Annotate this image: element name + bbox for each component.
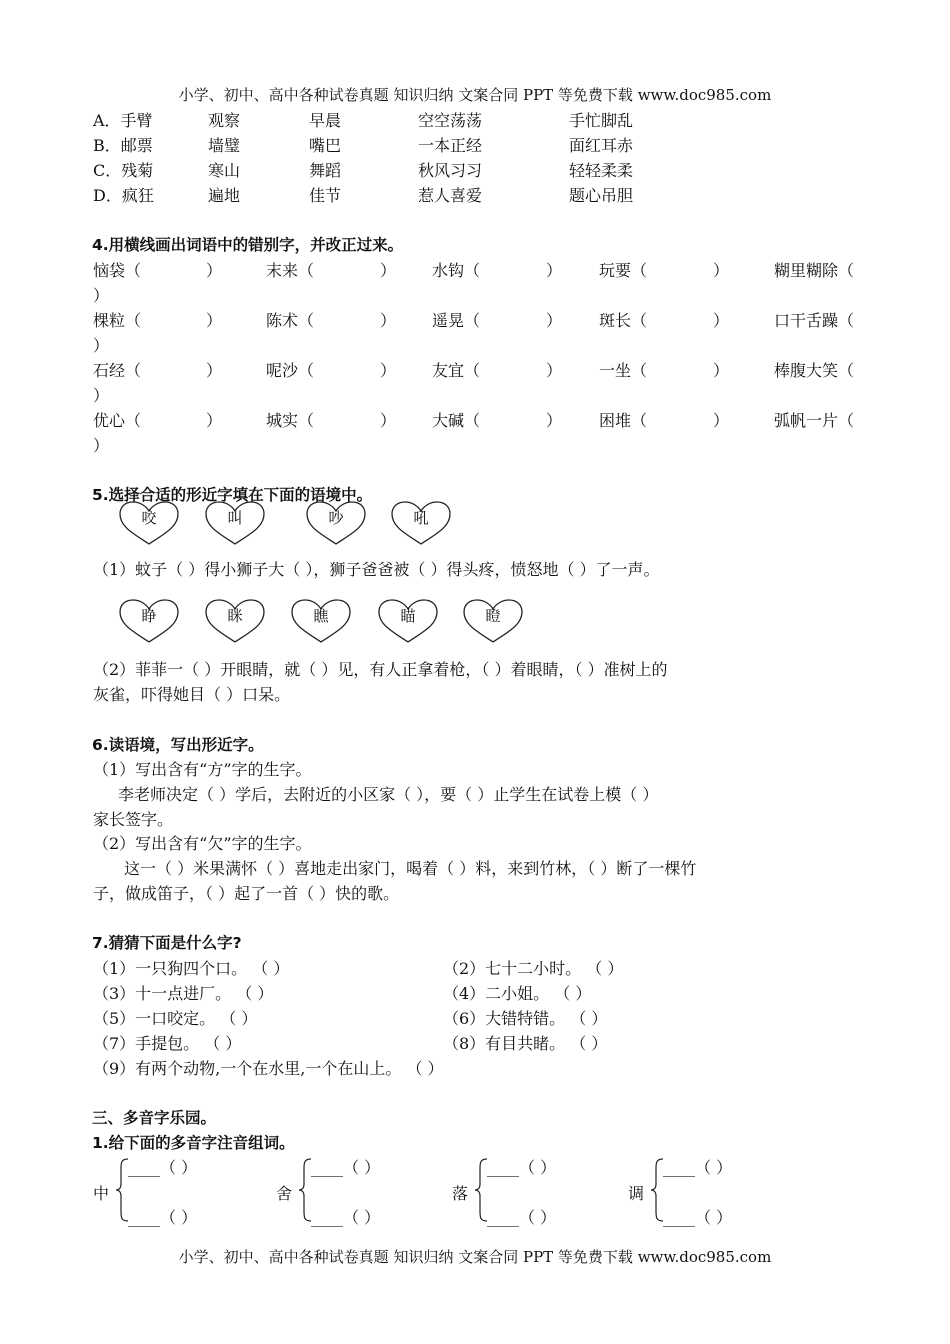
q4-word: 恼袋（	[93, 261, 142, 280]
heart-option	[118, 500, 180, 546]
q4-close: ）	[546, 411, 563, 430]
q6-text-2a: 这一（ ）米果满怀（ ）喜地走出家门，喝着（ ）料，来到竹林，（ ）断了一棵竹	[124, 859, 697, 878]
q4-close: ）	[713, 311, 730, 330]
q4-word: 末来（	[266, 261, 315, 280]
q4-word: 弧帆一片（	[774, 411, 855, 430]
option-b-5: 面红耳赤	[569, 136, 634, 155]
q5-sentence-1: （1）蚊子（ ）得小狮子大（ ），狮子爸爸被（ ）得头疼，愤怒地（ ）了一声。	[93, 560, 660, 579]
q6-title: 6.读语境，写出形近字。	[92, 736, 264, 754]
option-d-2: 遍地	[208, 186, 241, 205]
polyphone-char: 调	[628, 1184, 645, 1203]
option-b-2: 墙璧	[208, 136, 241, 155]
q4-close: ）	[713, 261, 730, 280]
option-b-3: 嘴巴	[309, 136, 342, 155]
heart-option	[290, 598, 352, 644]
q4-word: 困堆（	[599, 411, 648, 430]
riddle-item: （5）一口咬定。 （ ）	[93, 1009, 258, 1028]
q4-word: 棒腹大笑（	[774, 361, 855, 380]
q4-word: 水钩（	[432, 261, 481, 280]
option-d-1: D．疯狂	[93, 186, 154, 205]
q4-word: 斑长（	[599, 311, 648, 330]
option-a-5: 手忙脚乱	[569, 111, 634, 130]
q4-close: ）	[546, 361, 563, 380]
riddle-item: （1）一只狗四个口。 （ ）	[93, 959, 290, 978]
q5-sentence-2b: 灰雀，吓得她目（ ）口呆。	[93, 685, 291, 704]
heart-char: 吵	[328, 509, 344, 527]
q5-title: 5.选择合适的形近字填在下面的语境中。	[92, 486, 373, 504]
q4-close: ）	[206, 411, 223, 430]
heart-char: 睁	[141, 607, 157, 625]
q4-close: ）	[93, 336, 110, 355]
option-a-1: A．手臂	[93, 111, 153, 130]
q4-close: ）	[93, 436, 110, 455]
polyphone-blank: ____（ ）	[487, 1208, 557, 1227]
polyphone-blank: ____（ ）	[663, 1158, 733, 1177]
q4-word: 优心（	[93, 411, 142, 430]
polyphone-blank: ____（ ）	[128, 1158, 198, 1177]
option-a-2: 观察	[208, 111, 241, 130]
heart-option	[204, 598, 266, 644]
q4-close: ）	[380, 261, 397, 280]
q4-close: ）	[93, 286, 110, 305]
q4-word: 大碱（	[432, 411, 481, 430]
option-c-3: 舞蹈	[309, 161, 342, 180]
q4-close: ）	[546, 311, 563, 330]
option-a-3: 早晨	[309, 111, 342, 130]
riddle-item: （2）七十二小时。 （ ）	[443, 959, 624, 978]
q4-close: ）	[93, 386, 110, 405]
option-c-4: 秋风习习	[418, 161, 483, 180]
option-c-1: C．残菊	[93, 161, 154, 180]
option-b-1: B．邮票	[93, 136, 153, 155]
heart-option	[204, 500, 266, 546]
q6-sub-1: （1）写出含有“方”字的生字。	[93, 760, 312, 779]
riddle-item: （4）二小姐。 （ ）	[443, 984, 592, 1003]
q4-word: 玩要（	[599, 261, 648, 280]
option-c-2: 寒山	[208, 161, 241, 180]
q4-word: 呢沙（	[266, 361, 315, 380]
heart-option	[118, 598, 180, 644]
heart-char: 瞧	[313, 607, 329, 625]
riddle-item: （8）有目共睹。 （ ）	[443, 1034, 608, 1053]
q4-close: ）	[380, 311, 397, 330]
heart-char: 瞄	[400, 607, 416, 625]
polyphone-blank: ____（ ）	[311, 1208, 381, 1227]
q4-word: 棵粒（	[93, 311, 142, 330]
q4-word: 一坐（	[599, 361, 648, 380]
option-d-3: 佳节	[309, 186, 342, 205]
polyphone-char: 中	[93, 1184, 110, 1203]
q4-word: 糊里糊除（	[774, 261, 855, 280]
option-a-4: 空空荡荡	[418, 111, 483, 130]
q4-word: 友宜（	[432, 361, 481, 380]
q4-word: 陈术（	[266, 311, 315, 330]
option-d-4: 惹人喜爱	[418, 186, 483, 205]
option-b-4: 一本正经	[418, 136, 483, 155]
heart-char: 眯	[227, 607, 243, 625]
q4-title: 4.用横线画出词语中的错别字，并改正过来。	[92, 236, 404, 254]
page-footer: 小学、初中、高中各种试卷真题 知识归纳 文案合同 PPT 等免费下载 www.doc985.com	[178, 1248, 772, 1266]
q4-word: 石经（	[93, 361, 142, 380]
heart-option	[305, 500, 367, 546]
q4-close: ）	[546, 261, 563, 280]
heart-char: 咬	[141, 509, 157, 527]
section-3-title: 三、多音字乐园。	[92, 1109, 217, 1127]
q4-word: 城实（	[266, 411, 315, 430]
heart-char: 叫	[227, 509, 243, 527]
q4-close: ）	[713, 361, 730, 380]
q6-text-1b: 家长签字。	[93, 810, 174, 829]
q4-close: ）	[206, 261, 223, 280]
heart-option	[390, 500, 452, 546]
polyphone-char: 舍	[276, 1184, 293, 1203]
q4-close: ）	[380, 361, 397, 380]
q4-word: 遥晃（	[432, 311, 481, 330]
q4-close: ）	[206, 361, 223, 380]
polyphone-blank: ____（ ）	[487, 1158, 557, 1177]
q6-sub-2: （2）写出含有“欠”字的生字。	[93, 834, 312, 853]
q6-text-2b: 子，做成笛子，（ ）起了一首（ ）快的歌。	[93, 884, 400, 903]
polyphone-blank: ____（ ）	[128, 1208, 198, 1227]
page-header: 小学、初中、高中各种试卷真题 知识归纳 文案合同 PPT 等免费下载 www.doc985.com	[178, 86, 772, 104]
riddle-item: （7）手提包。 （ ）	[93, 1034, 242, 1053]
riddle-item: （6）大错特错。 （ ）	[443, 1009, 608, 1028]
heart-option	[377, 598, 439, 644]
q5-sentence-2a: （2）菲菲一（ ）开眼睛，就（ ）见，有人正拿着枪，（ ）着眼睛，（ ）准树上的	[93, 660, 668, 679]
q4-close: ）	[206, 311, 223, 330]
heart-char: 吼	[413, 509, 429, 527]
riddle-item: （9）有两个动物,一个在水里,一个在山上。 （ ）	[93, 1059, 444, 1078]
q4-close: ）	[713, 411, 730, 430]
option-c-5: 轻轻柔柔	[569, 161, 634, 180]
q6-text-1a: 李老师决定（ ）学后，去附近的小区家（ ），要（ ）止学生在试卷上模（ ）	[118, 785, 659, 804]
option-d-5: 题心吊胆	[569, 186, 634, 205]
q7-title: 7.猜猜下面是什么字?	[92, 934, 242, 952]
polyphone-blank: ____（ ）	[311, 1158, 381, 1177]
polyphone-blank: ____（ ）	[663, 1208, 733, 1227]
section-3-q1-title: 1.给下面的多音字注音组词。	[92, 1134, 295, 1152]
heart-char: 瞪	[485, 607, 501, 625]
heart-option	[462, 598, 524, 644]
q4-close: ）	[380, 411, 397, 430]
q4-word: 口干舌躁（	[774, 311, 855, 330]
riddle-item: （3）十一点进厂。 （ ）	[93, 984, 274, 1003]
polyphone-char: 落	[452, 1184, 469, 1203]
